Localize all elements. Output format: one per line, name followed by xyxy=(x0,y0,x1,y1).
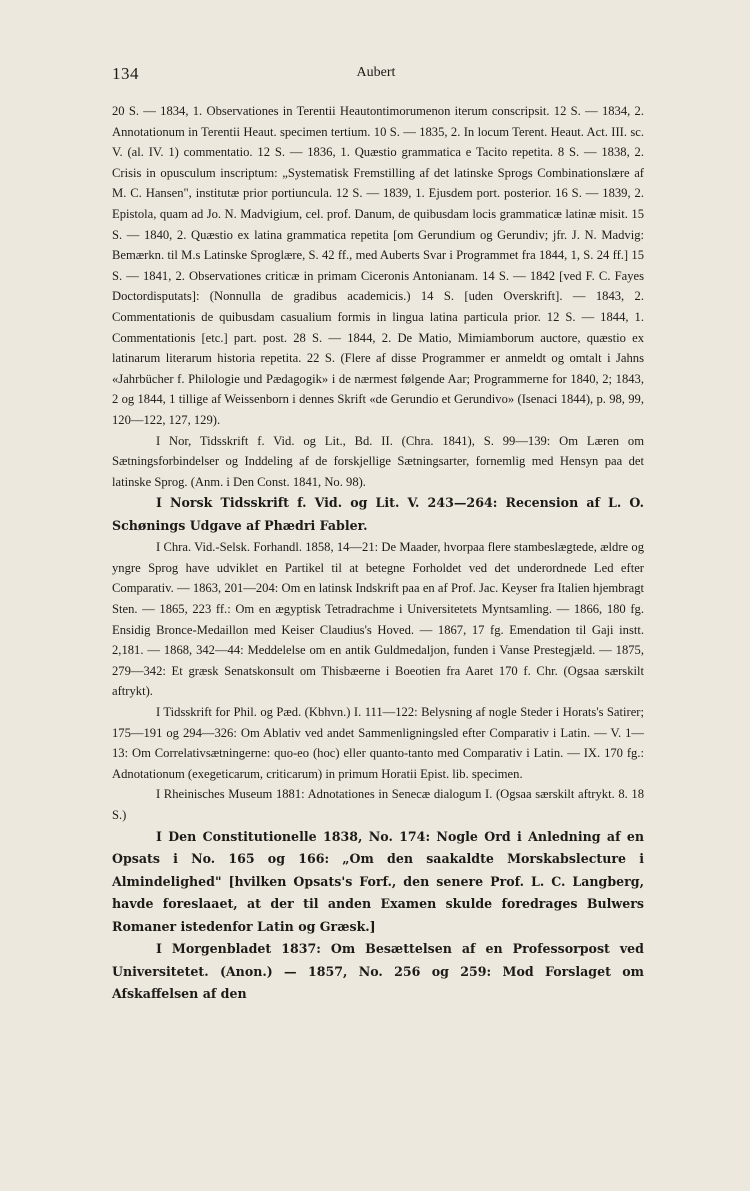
paragraph-tidsskrift-phil: I Tidsskrift for Phil. og Pæd. (Kbhvn.) I. 111—122: Belysning af nogle Steder i Horats's Satirer; 175—191 og 294—326: Om Ablativ ved andet Sammenligningsled efter Comparativ i Latin. — V. 1—13: Om Correlativsætningerne: quo-eo (hoc) eller quanto-tanto med Comparativ i Latin. — IX. 170 fg.: Adnotationum (exegeticarum, criticarum) in primum Horatii Epist. lib. specimen. xyxy=(112,705,644,781)
paragraph-programs: 20 S. — 1834, 1. Observationes in Terentii Heautontimorumenon iterum conscripsit. 12 S. — 1834, 2. Annotationum in Terentii Heaut. specimen tertium. 10 S. — 1835, 2. In locum Terent. Heaut. Act. III. sc. V. (al. IV. 1) commentatio. 12 S. — 1836, 1. Quæstio grammatica e Tacito repetita. 8 S. — 1838, 2. Crisis in opusculum inscriptum: „Systematisk Fremstilling af det latinske Sprogs Combinationslære af M. C. Hansen", institutæ prior portiuncula. 12 S. — 1839, 1. Ejusdem port. posterior. 16 S. — 1839, 2. Epistola, quam ad Jo. N. Madvigium, cel. prof. Danum, de quibusdam locis grammaticæ latinæ misit. 15 S. — 1840, 2. Quæstio ex latina grammatica repetita [om Gerundium og Gerundiv; jfr. J. N. Madvig: Bemærkn. til M.s Latinske Sproglære, S. 42 ff., med Auberts Svar i Programmet fra 1844, 1, S. 24 ff.] 15 S. — 1841, 2. Observationes criticæ in primam Ciceronis Antonianam. 14 S. — 1842 [ved F. C. Fayes Doctordisputats]: (Nonnulla de gradibus academicis.) 14 S. [uden Overskrift]. — 1843, 2. Commentationis de quibusdam casualium formis in lingua latina particula prior. 12 S. — 1844, 1. Commentationis [etc.] part. post. 28 S. — 1844, 2. De Matio, Mimiamborum auctore, quæstio ex latinarum literarum historia repetita. 22 S. (Flere af disse Programmer er anmeldt og omtalt i Jahns «Jahrbücher f. Philologie und Pædagogik» i de nærmest følgende Aar; Programmerne for 1840, 2; 1843, 2 og 1844, 1 tillige af Weissenborn i dennes Skrift «de Gerundio et Gerundivo» (Isenaci 1844), p. 98, 99, 120—122, 127, 129). xyxy=(112,104,644,427)
paragraph-rheinisches: I Rheinisches Museum 1881: Adnotationes in Senecæ dialogum I. (Ogsaa særskilt aftrykt. 8. 18 S.) xyxy=(112,787,644,822)
page-header xyxy=(112,64,640,88)
page-number: 134 xyxy=(112,64,139,83)
paragraph-constitutionelle: I Den Constitutionelle 1838, No. 174: Nogle Ord i Anledning af en Opsats i No. 165 og 166: „Om den saakaldte Morskabslecture i Almindelighed" [hvilken Opsats's Forf., den senere Prof. L. C. Langberg, havde foreslaaet, at der til anden Examen skulde foredrages Bulwers Romaner istedenfor Latin og Græsk.] xyxy=(112,828,644,934)
paragraph-norsk-tidsskrift: I Norsk Tidsskrift f. Vid. og Lit. V. 243—264: Recension af L. O. Schønings Udgave af Phædri Fabler. xyxy=(112,495,644,533)
paragraph-nor: I Nor, Tidsskrift f. Vid. og Lit., Bd. II. (Chra. 1841), S. 99—139: Om Læren om Sætningsforbindelser og Inddeling af de forskjellige Sætningsarter, fornemlig med Hensyn paa det latinske Sprog. (Anm. i Den Const. 1841, No. 98). xyxy=(112,433,644,489)
paragraph-morgenbladet: I Morgenbladet 1837: Om Besættelsen af en Professorpost ved Universitetet. (Anon.) — 1857, No. 256 og 259: Mod Forslaget om Afskaffelsen af den xyxy=(112,941,644,1002)
text-body xyxy=(112,101,644,1006)
running-head: Aubert xyxy=(356,65,396,80)
paragraph-vid-selsk: I Chra. Vid.-Selsk. Forhandl. 1858, 14—21: De Maader, hvorpaa flere stambeslægtede, ældre og yngre Sprog have udviklet en Partikel til at betegne Forholdet ved det underordnede Led efter Comparativ. — 1863, 201—204: Om en latinsk Indskrift paa en af Prof. Jac. Keyser fra Italien hjembragt Sten. — 1865, 223 ff.: Om en ægyptisk Tetradrachme i Universitetets Myntsamling. — 1866, 180 fg. Ensidig Bronce-Medaillon med Keiser Claudius's Hoved. — 1867, 17 fg. Emendation til Gaji instt. 2,181. — 1868, 342—44: Meddelelse om en antik Guldmedaljon, funden i Vanse Prestegjæld. — 1875, 279—342: Et græsk Senatskonsult om Thisbæerne i Boeotien fra Aaret 170 f. Chr. (Ogsaa særskilt aftrykt). xyxy=(112,540,644,699)
